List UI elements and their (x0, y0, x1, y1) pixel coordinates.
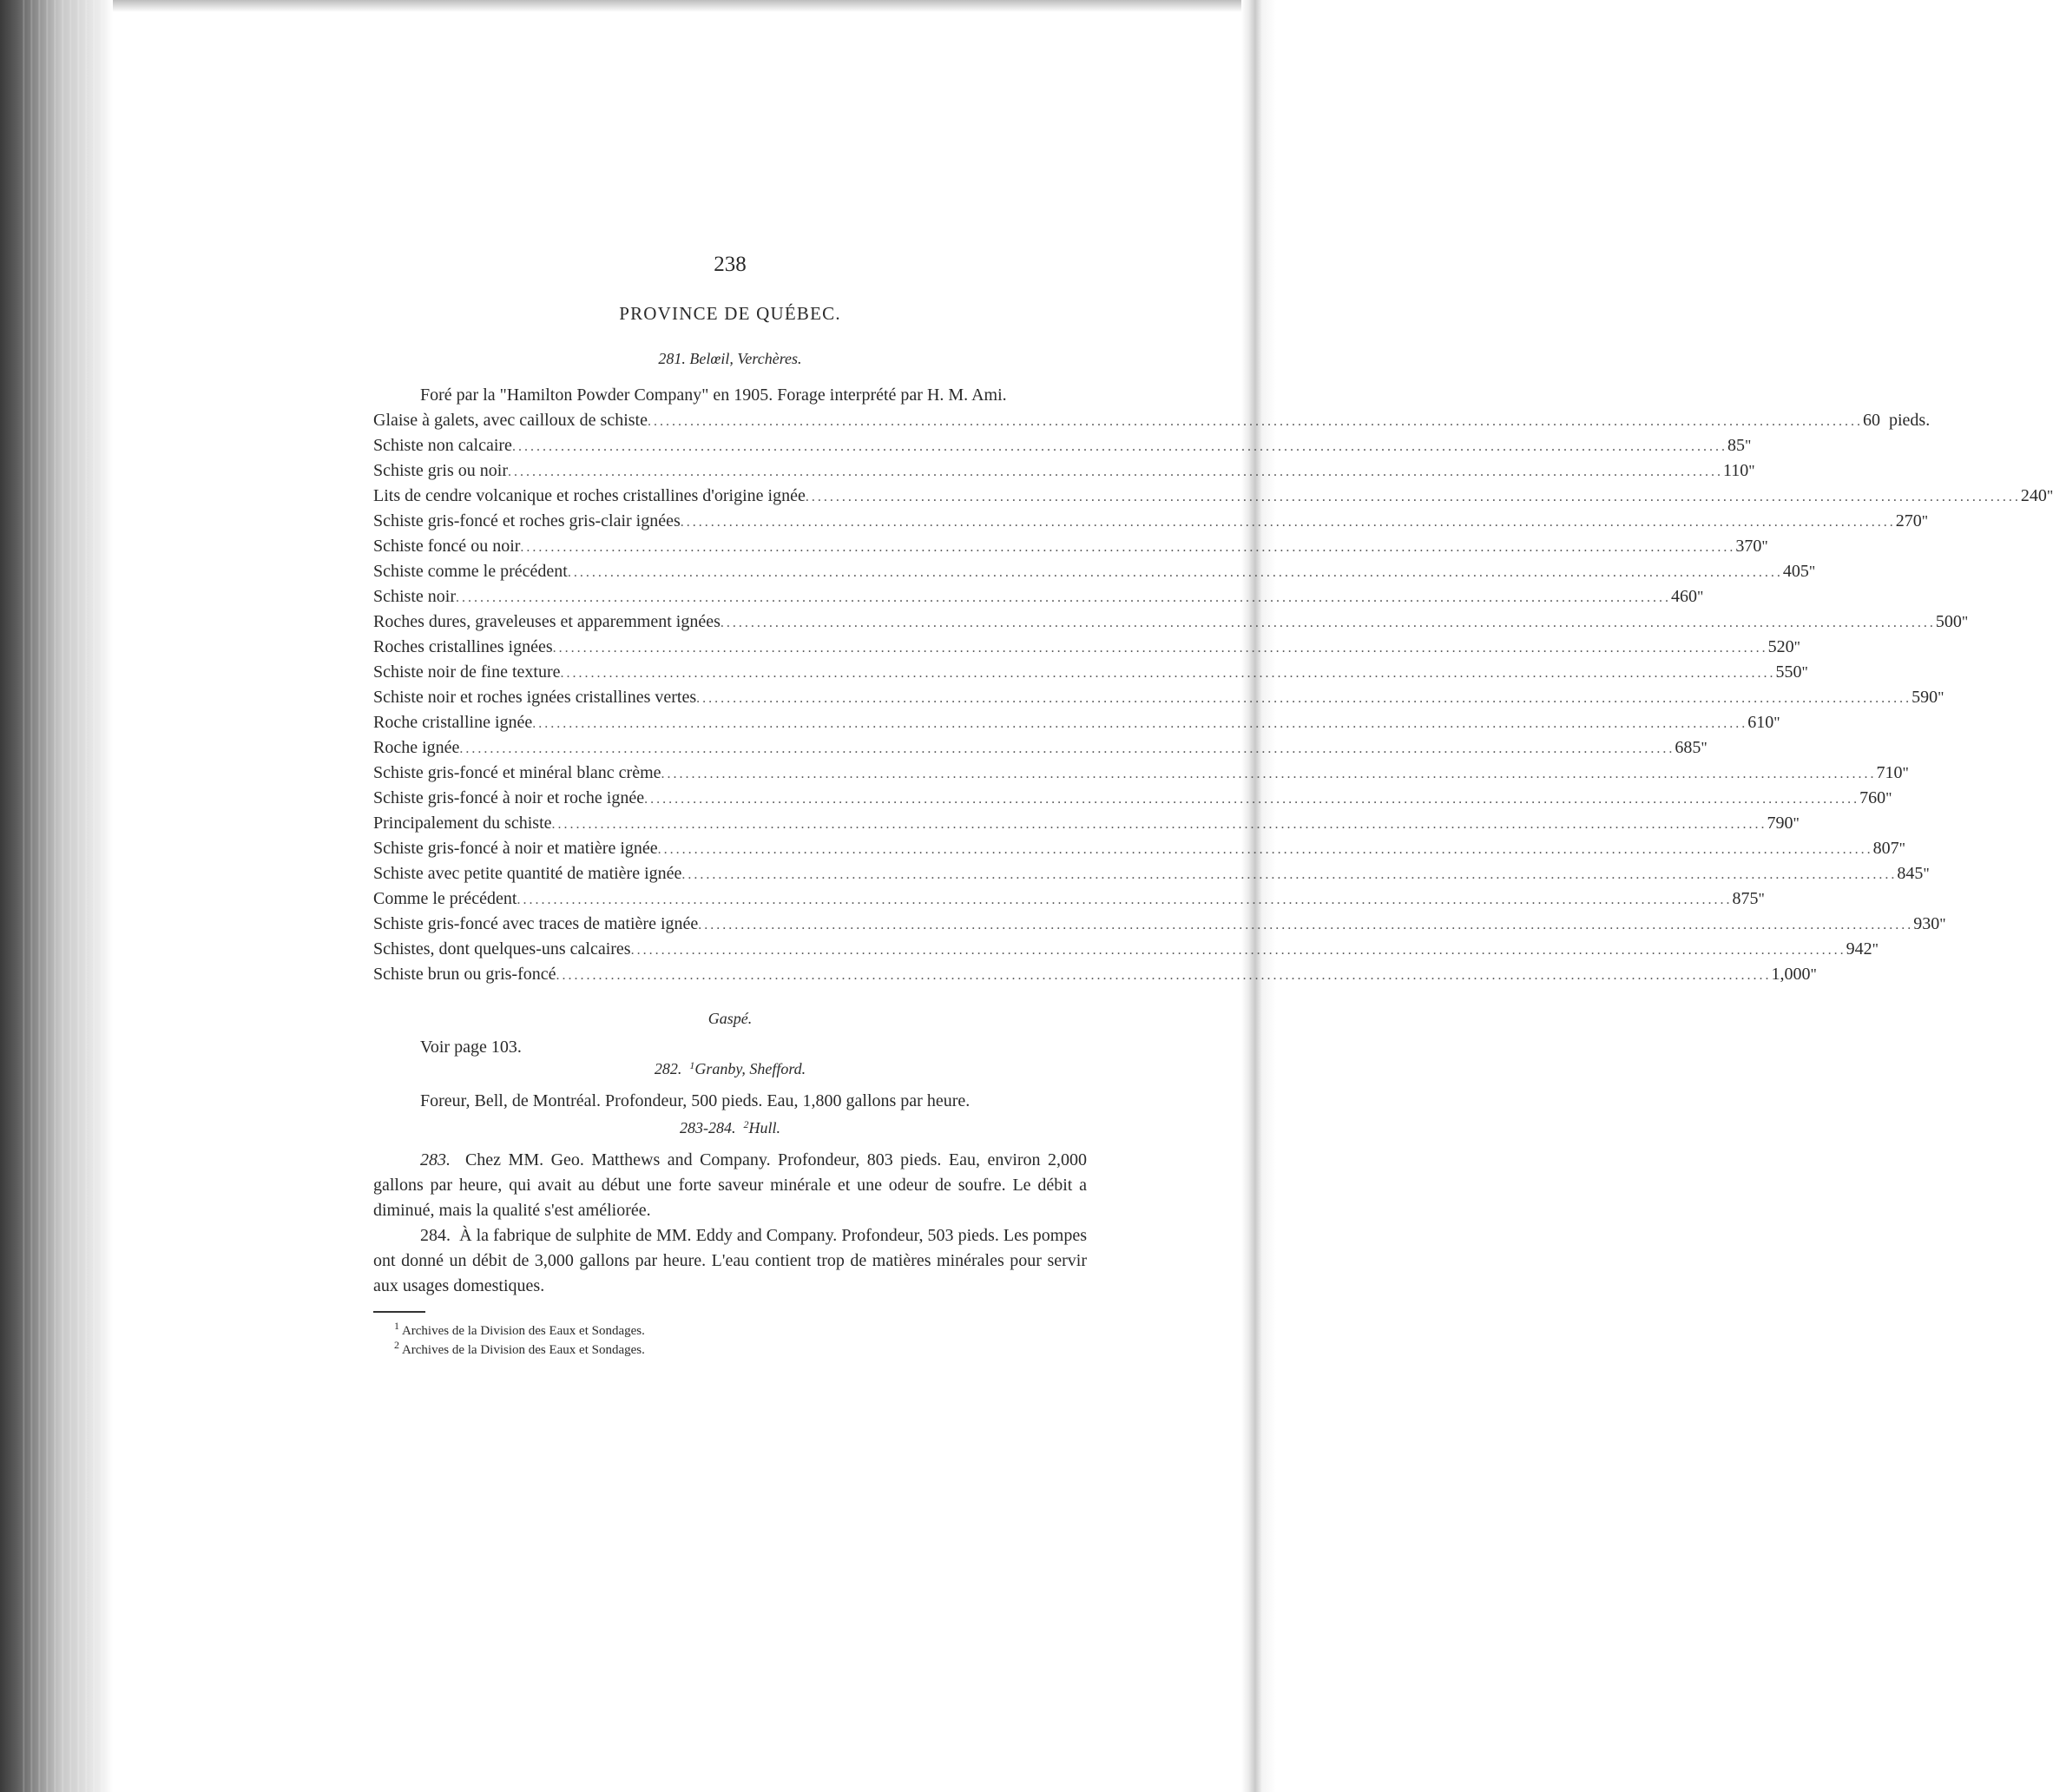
log-row-unit: " (1793, 638, 1800, 656)
log-row-depth: 710 (1876, 763, 1903, 782)
footnote-text: Archives de la Division des Eaux et Sondages. (401, 1324, 645, 1338)
dot-leader: ........................................................................................................................................................................................................ (552, 641, 1768, 656)
log-row-depth: 60 (1863, 411, 1880, 430)
dot-leader: ........................................................................................................................................................................................................ (648, 414, 1863, 429)
log-row-label: Schiste brun ou gris-foncé (373, 965, 556, 984)
log-row (373, 735, 1708, 761)
log-row (373, 962, 1817, 987)
dot-leader: ........................................................................................................................................................................................................ (680, 515, 1896, 530)
log-row-unit: " (1898, 840, 1906, 857)
footnote-mark: 1 (394, 1320, 399, 1332)
log-row-unit: " (1758, 890, 1765, 907)
log-row-unit: " (1921, 512, 1929, 530)
log-row-depth: 610 (1747, 713, 1774, 732)
log-row (373, 685, 1944, 710)
section-heading-gaspe: Gaspé. (707, 1010, 753, 1027)
section-heading-283-284 (373, 1116, 1087, 1141)
log-row-depth: 270 (1895, 511, 1922, 530)
log-row-depth: 807 (1872, 839, 1899, 858)
dot-leader: ........................................................................................................................................................................................................ (520, 540, 1736, 555)
footnote-rule (373, 1311, 425, 1313)
dot-leader: ........................................................................................................................................................................................................ (511, 439, 1727, 454)
dot-leader: ........................................................................................................................................................................................................ (560, 666, 1776, 681)
dot-leader: ........................................................................................................................................................................................................ (532, 716, 1748, 731)
log-row-label: Roche ignée (373, 738, 460, 757)
log-row-depth: 520 (1767, 637, 1794, 656)
log-row (373, 559, 1816, 584)
dot-leader: ........................................................................................................................................................................................................ (567, 565, 1783, 580)
log-row-unit: " (1808, 563, 1816, 580)
log-row-unit: " (1773, 714, 1780, 731)
section-heading-282 (373, 1057, 1087, 1082)
log-row-unit: " (2046, 487, 2053, 504)
log-row (373, 484, 2053, 509)
log-row (373, 811, 1800, 836)
log-row-label: Schiste comme le précédent (373, 562, 568, 581)
dot-leader: ........................................................................................................................................................................................................ (720, 616, 1936, 630)
log-row (373, 509, 1929, 534)
province-title: PROVINCE DE QUÉBEC. (619, 303, 841, 324)
log-row-depth: 760 (1859, 788, 1886, 807)
log-row-label: Schiste gris-foncé et minéral blanc crème (373, 763, 661, 782)
dot-leader: ........................................................................................................................................................................................................ (456, 590, 1671, 605)
log-row (373, 534, 1768, 559)
log-row-depth: 930 (1913, 914, 1940, 933)
log-row-depth: 110 (1723, 461, 1749, 480)
top-shadow (113, 0, 1241, 12)
log-row (373, 660, 1808, 685)
dot-leader: ........................................................................................................................................................................................................ (698, 918, 1914, 932)
book-page (373, 252, 2053, 1360)
log-row-unit: " (1872, 940, 1879, 958)
heading-place: Granby, Shefford. (694, 1060, 806, 1077)
log-row-label: Schiste non calcaire (373, 436, 512, 455)
log-row-label: Schiste gris-foncé à noir et matière ignée (373, 839, 658, 858)
log-row-depth: 1,000 (1771, 965, 1811, 984)
dot-leader: ........................................................................................................................................................................................................ (657, 842, 1873, 857)
log-row (373, 635, 1800, 660)
log-row-unit: " (1701, 739, 1708, 756)
log-row-label: Schiste noir et roches ignées cristallines vertes (373, 688, 697, 707)
dot-leader: ........................................................................................................................................................................................................ (805, 490, 2021, 504)
dot-leader: ........................................................................................................................................................................................................ (517, 893, 1733, 907)
log-row (373, 786, 1892, 811)
log-row-unit: " (1902, 764, 1909, 781)
log-row-unit: " (1748, 462, 1755, 479)
granby-paragraph: Foreur, Bell, de Montréal. Profondeur, 500 pieds. Eau, 1,800 gallons par heure. (420, 1091, 971, 1110)
log-row-unit: " (1793, 814, 1800, 832)
log-row (373, 912, 1946, 937)
dot-leader: ........................................................................................................................................................................................................ (630, 943, 1846, 958)
dot-leader: ........................................................................................................................................................................................................ (459, 741, 1675, 756)
log-row (373, 408, 1931, 433)
log-row-label: Principalement du schiste (373, 814, 552, 833)
dot-leader: ........................................................................................................................................................................................................ (644, 792, 1860, 807)
heading-number: 282. (654, 1060, 682, 1077)
heading-number: 283-284. (679, 1119, 736, 1136)
log-row-depth: 85 (1727, 436, 1745, 455)
log-row-label: Schiste gris-foncé avec traces de matière ignée (373, 914, 699, 933)
log-row (373, 584, 1704, 609)
log-row-label: Schiste avec petite quantité de matière ignée (373, 864, 682, 883)
log-row-unit: " (1923, 865, 1930, 882)
log-row-depth: 875 (1732, 889, 1759, 908)
log-row-label: Schiste gris ou noir (373, 461, 508, 480)
log-row-depth: 240 (2020, 486, 2047, 505)
log-row (373, 836, 1906, 861)
log-row-unit: " (1810, 965, 1817, 983)
log-row-label: Schiste gris-foncé et roches gris-clair ignées (373, 511, 681, 530)
paragraph-text: À la fabrique de sulphite de MM. Eddy and Company. Profondeur, 503 pieds. Les pompes ont donné un débit de 3,000 gallons par heure. L'eau contient trop de matières minérales pour servir aux usages domestiques. (373, 1226, 1088, 1295)
page-number: 238 (714, 253, 747, 276)
log-row (373, 433, 1752, 458)
log-row-label: Roches cristallines ignées (373, 637, 553, 656)
log-row (373, 761, 1909, 786)
log-row (373, 861, 1930, 886)
log-row-label: Schiste noir (373, 587, 456, 606)
log-row-depth: 590 (1912, 688, 1938, 707)
footnote-marker: 1 (689, 1059, 695, 1071)
log-row-label: Schiste foncé ou noir (373, 537, 521, 556)
dot-leader: ........................................................................................................................................................................................................ (696, 691, 1912, 706)
log-row-label: Schiste gris-foncé à noir et roche ignée (373, 788, 645, 807)
paragraph-283 (373, 1148, 1087, 1223)
paragraph-text: Chez MM. Geo. Matthews and Company. Profondeur, 803 pieds. Eau, environ 2,000 gallons par heure, qui avait au début une forte saveur minérale et une odeur de soufre. Le débit a diminué, mais la qualité s'est améliorée. (373, 1150, 1088, 1220)
log-row-depth: 460 (1671, 587, 1697, 606)
log-row (373, 609, 1969, 635)
log-row-label: Schistes, dont quelques-uns calcaires (373, 939, 631, 959)
dot-leader: ........................................................................................................................................................................................................ (556, 968, 1772, 983)
paragraph-284 (373, 1223, 1087, 1299)
log-row-unit: " (1961, 613, 1969, 630)
log-row-unit: " (1885, 789, 1892, 807)
log-row-unit: " (1744, 437, 1752, 454)
log-row-depth: 845 (1897, 864, 1924, 883)
footnote-mark: 2 (394, 1339, 399, 1351)
section-intro-281: Foré par la "Hamilton Powder Company" en 1905. Forage interprété par H. M. Ami. (420, 385, 1007, 405)
paragraph-number: 284. (420, 1226, 451, 1245)
log-row-label: Roche cristalline ignée (373, 713, 533, 732)
dot-leader: ........................................................................................................................................................................................................ (508, 464, 1723, 479)
log-row-unit: " (1761, 537, 1768, 555)
log-row (373, 937, 1879, 962)
log-row-depth: 942 (1846, 939, 1872, 959)
dot-leader: ........................................................................................................................................................................................................ (551, 817, 1767, 832)
heading-place: Hull. (748, 1119, 780, 1136)
log-row-unit: pieds. (1889, 411, 1931, 430)
gaspe-reference: Voir page 103. (420, 1038, 522, 1057)
log-row-label: Glaise à galets, avec cailloux de schiste (373, 411, 648, 430)
log-row-unit: " (1938, 688, 1944, 706)
log-row-label: Schiste noir de fine texture (373, 662, 561, 682)
log-row-label: Lits de cendre volcanique et roches cristallines d'origine ignée (373, 486, 806, 505)
log-row-depth: 790 (1767, 814, 1793, 833)
log-row-unit: " (1697, 588, 1704, 605)
log-row (373, 886, 1765, 912)
footnote-1 (394, 1321, 1087, 1341)
footnote-marker: 2 (743, 1118, 749, 1130)
log-row-unit: " (1939, 915, 1946, 932)
log-row-label: Roches dures, graveleuses et apparemment ignées (373, 612, 721, 631)
section-heading-281: 281. Belœil, Verchères. (658, 350, 802, 367)
dot-leader: ........................................................................................................................................................................................................ (681, 867, 1898, 882)
page-stack-lines (17, 0, 104, 1792)
footnote-text: Archives de la Division des Eaux et Sondages. (401, 1343, 645, 1357)
footnote-2 (394, 1341, 1087, 1360)
log-row-depth: 685 (1675, 738, 1701, 757)
paragraph-number: 283. (420, 1150, 451, 1169)
log-row-depth: 500 (1935, 612, 1962, 631)
log-row-depth: 370 (1735, 537, 1762, 556)
log-row-depth: 405 (1782, 562, 1809, 581)
log-row (373, 458, 1755, 484)
log-row-depth: 550 (1775, 662, 1802, 682)
log-row-unit: " (1801, 663, 1808, 681)
log-row (373, 710, 1780, 735)
well-log-table (373, 408, 2053, 987)
dot-leader: ........................................................................................................................................................................................................ (661, 767, 1877, 781)
log-row-label: Comme le précédent (373, 889, 517, 908)
